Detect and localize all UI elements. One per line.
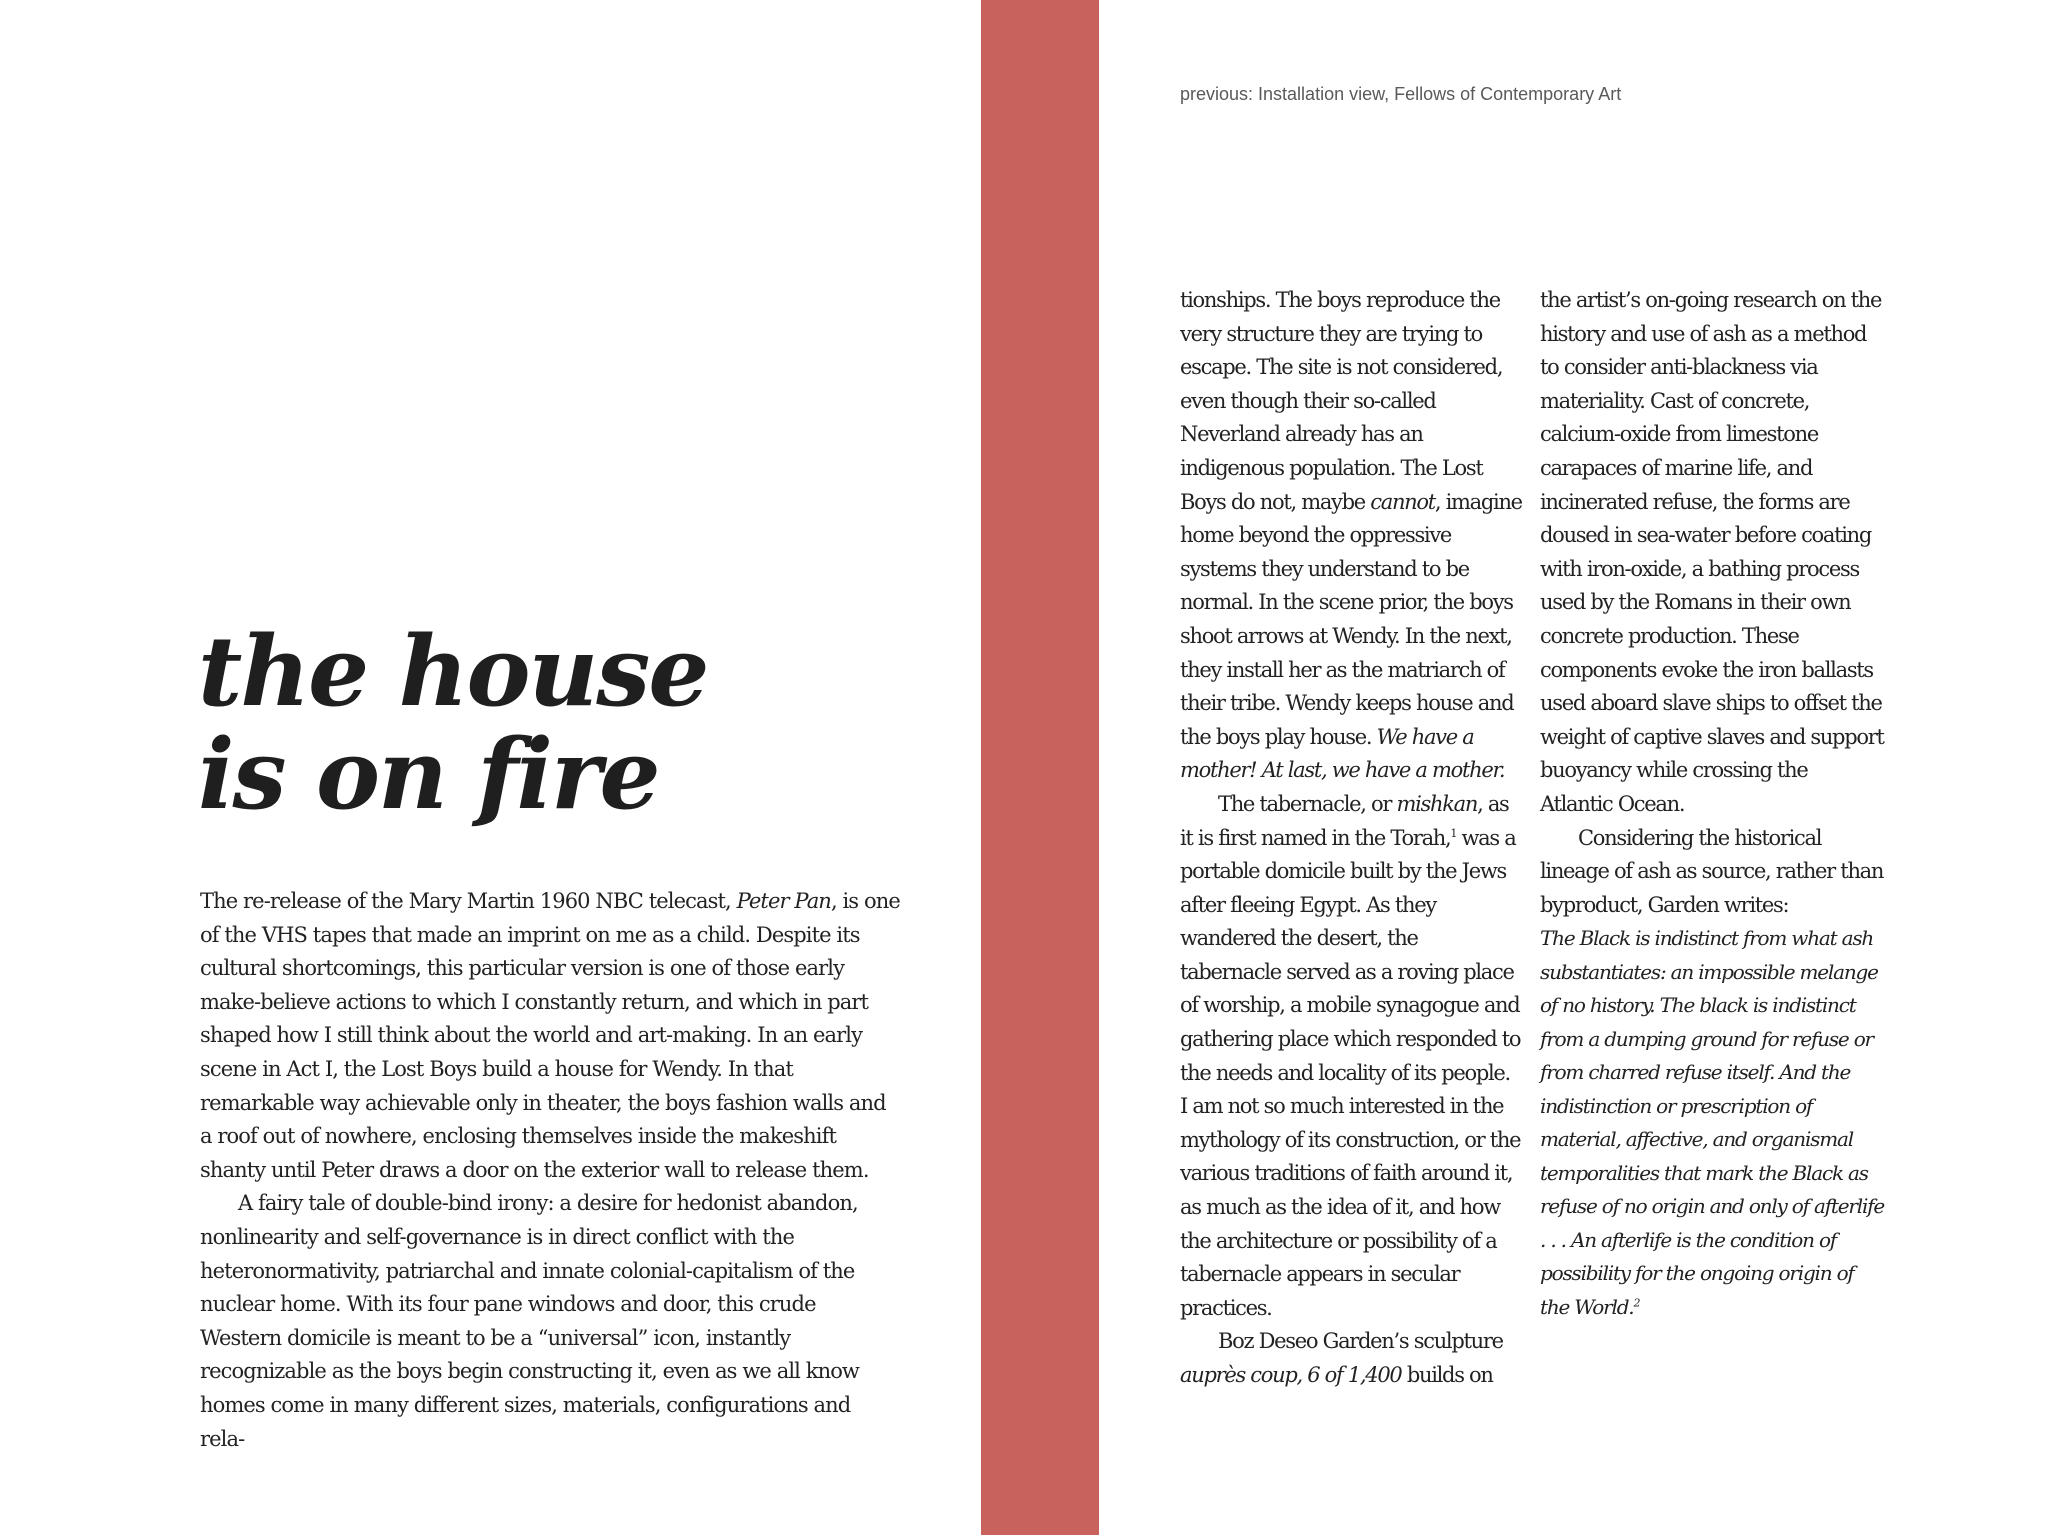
text-run: was a portable domicile built by the Jews after fleeing Egypt. As they wandered the desert, the tabernacle served as a roving place of worship, a mobile synagogue and gathering place which responded to the needs and locality of its people. I am not so much interested in the mythology of its construction, or the various traditions of faith around it, as much as the idea of it, and how the architecture or possibility of a tabernacle appears in secular practices.	[1180, 825, 1521, 1320]
text-run: The re-release of the Mary Martin 1960 NBC telecast,	[200, 889, 737, 913]
title-line-1: the house	[198, 615, 708, 728]
image-caption: previous: Installation view, Fellows of Contemporary Art	[1180, 84, 1622, 104]
italic-term: mishkan	[1396, 791, 1478, 816]
quote-text-roman: ongoing origin of the World.	[1540, 1261, 1854, 1319]
paragraph: Considering the historical lineage of ash as source, rather than byproduct, Garden writes:	[1540, 825, 1884, 917]
block-quote	[1540, 922, 1885, 1324]
title-line-2: is on fire	[198, 718, 659, 831]
article-title	[198, 615, 898, 831]
text-run: builds on	[1401, 1363, 1493, 1387]
text-column-left	[200, 885, 900, 1456]
quote-text: The Black is indistinct from what ash substantiates: an impossible melange of no history. The black is indistinct from a dumping ground for refuse or from charred refuse itself. And the indistinction or prescription of material, affective, and organismal temporalities that mark the Black as refuse of no origin and only of afterlife . . . An afterlife is the condition of possibility for the	[1540, 926, 1884, 1286]
text-run: , imagine home beyond the oppressive systems they understand to be normal. In the scene prior, the boys shoot arrows at Wendy. In the next, they install her as the matriarch of their tribe. Wendy keeps house and the boys play house.	[1180, 489, 1522, 749]
text-column-right	[1540, 284, 1885, 1324]
paragraph: the artist’s on-going research on the history and use of ash as a method to consider anti-blackness via materiality. Cast of concrete, calcium-oxide from limestone carapaces of marine life, and incinerated refuse, the forms are doused in sea-water before coating with iron-oxide, a bathing process used by the Romans in their own concrete production. These components evoke the iron ballasts used aboard slave ships to offset the weight of captive slaves and support buoyancy while crossing the Atlantic Ocean.	[1540, 288, 1884, 816]
italic-quote: We have a mother! At last, we have a mother.	[1180, 724, 1505, 783]
paragraph: A fairy tale of double-bind irony: a desire for hedonist abandon, nonlinearity and self-governance is in direct conflict with the heteronormativity, patriarchal and innate colonial-capitalism of the nuclear home. With its four pane windows and door, this crude Western domicile is meant to be a “universal” icon, instantly recognizable as the boys begin constructing it, even as we all know homes come in many different sizes, materials, configurations and rela-	[200, 1191, 860, 1451]
footnote-marker: 1	[1450, 826, 1457, 840]
paragraph	[1180, 788, 1522, 1326]
text-run: tionships. The boys reproduce the very structure they are trying to escape. The site is not considered, even though their so-called Neverland already has an indigenous population. The Lost Boys do not, maybe	[1180, 288, 1503, 514]
text-run: Boz Deseo Garden’s sculpture	[1218, 1329, 1503, 1354]
text-run: , is one of the VHS tapes that made an imprint on me as a child. Despite its cultural shortcomings, this particular version is one of those early make-believe actions to which I constantly return, and which in part shaped how I still think about the world and art-making. In an early scene in Act I, the Lost Boys build a house for Wendy. In that remarkable way achievable only in theater, the boys fashion walls and a roof out of nowhere, enclosing themselves inside the makeshift shanty until Peter draws a door on the exterior wall to release them.	[200, 889, 900, 1182]
paragraph	[1180, 284, 1522, 788]
italic-title: Peter Pan	[736, 889, 831, 913]
footnote-marker: 2	[1633, 1296, 1640, 1310]
text-run: The tabernacle, or	[1218, 791, 1397, 816]
text-run: , as it is first named in the Torah,	[1180, 791, 1509, 850]
text-column-middle	[1180, 284, 1522, 1393]
color-divider-bar	[981, 0, 1099, 1535]
italic-emphasis: cannot	[1370, 489, 1435, 514]
paragraph	[1180, 1325, 1522, 1392]
paragraph	[200, 885, 900, 1187]
italic-artwork-title: auprès coup, 6 of 1,400	[1180, 1363, 1402, 1387]
